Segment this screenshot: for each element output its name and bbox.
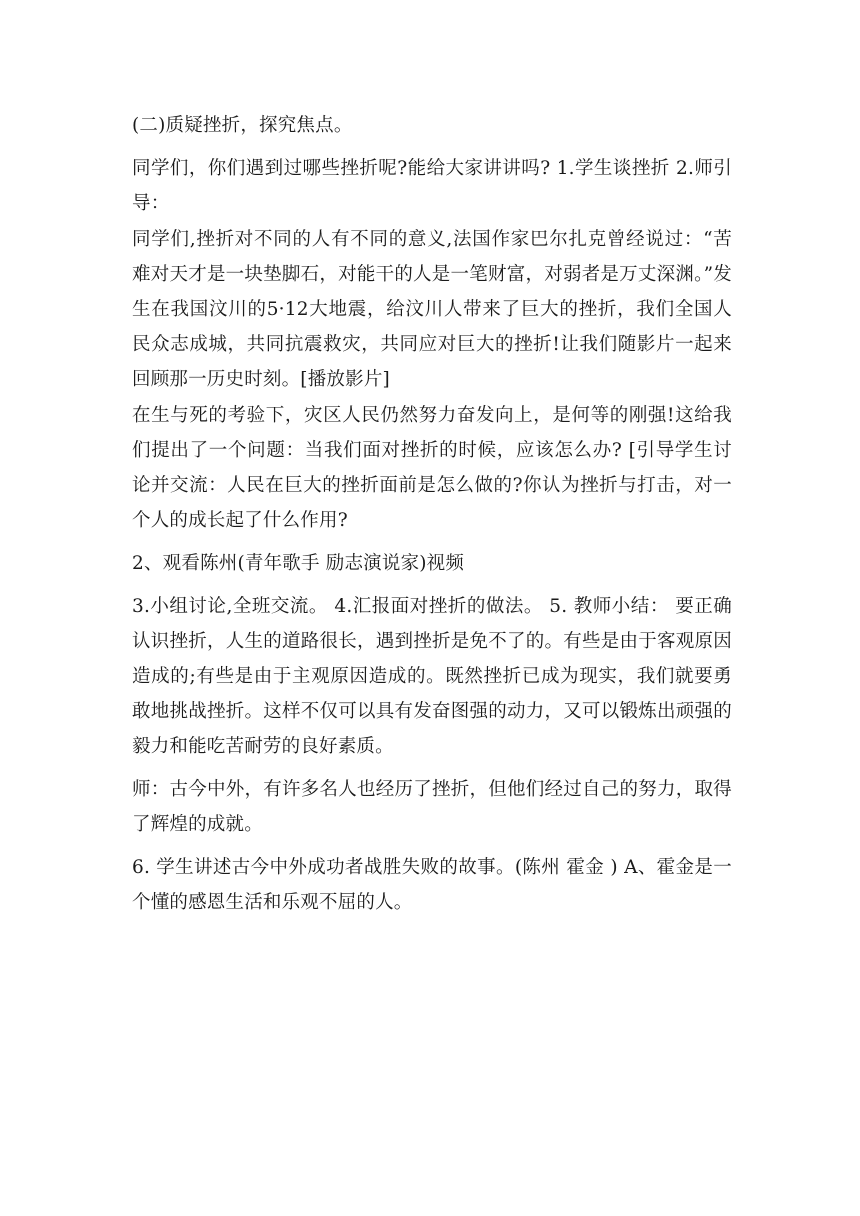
heading-question-frustration: (二)质疑挫折，探究焦点。 [132,115,353,136]
paragraph-teacher-summary: 3.小组讨论,全班交流。 4.汇报面对挫折的做法。 5. 教师小结： 要正确认识挫折，人生的道路很长，遇到挫折是免不了的。有些是由于客观原因造成的;有些是由于主观原因造成的。既然挫折已成为现实，我们就要勇敢地挑战挫折。这样不仅可以具有发奋图强的动力，又可以锻炼出顽强的毅力和能吃苦耐劳的良好素质。 [132,596,732,757]
paragraph-watch-video: 2、观看陈州(青年歌手 励志演说家)视频 [132,553,465,574]
paragraph-balzac-quote: 同学们,挫折对不同的人有不同的意义,法国作家巴尔扎克曾经说过：“苦难对天才是一块垫脚石，对能干的人是一笔财富，对弱者是万丈深渊。”发生在我国汶川的5·12大地震，给汶川人带来了巨大的挫折，我们全国人民众志成城，共同抗震救灾，共同应对巨大的挫折!让我们随影片一起来回顾那一历史时刻。[播放影片] [132,229,732,390]
document-page [132,108,732,928]
paragraph-success-stories: 6. 学生讲述古今中外成功者战胜失败的故事。(陈州 霍金 ) A、霍金是一个懂的感恩生活和乐观不屈的人。 [132,857,732,913]
paragraph-students-talk: 同学们，你们遇到过哪些挫折呢?能给大家讲讲吗? 1.学生谈挫折 2.师引导： [132,158,732,214]
paragraph-discussion: 在生与死的考验下，灾区人民仍然努力奋发向上，是何等的刚强!这给我们提出了一个问题：当我们面对挫折的时候，应该怎么办? [引导学生讨论并交流：人民在巨大的挫折面前是怎么做的?你认为挫折与打击，对一个人的成长起了什么作用? [132,405,732,531]
paragraph-famous-people: 师：古今中外，有许多名人也经历了挫折，但他们经过自己的努力，取得了辉煌的成就。 [132,779,732,835]
